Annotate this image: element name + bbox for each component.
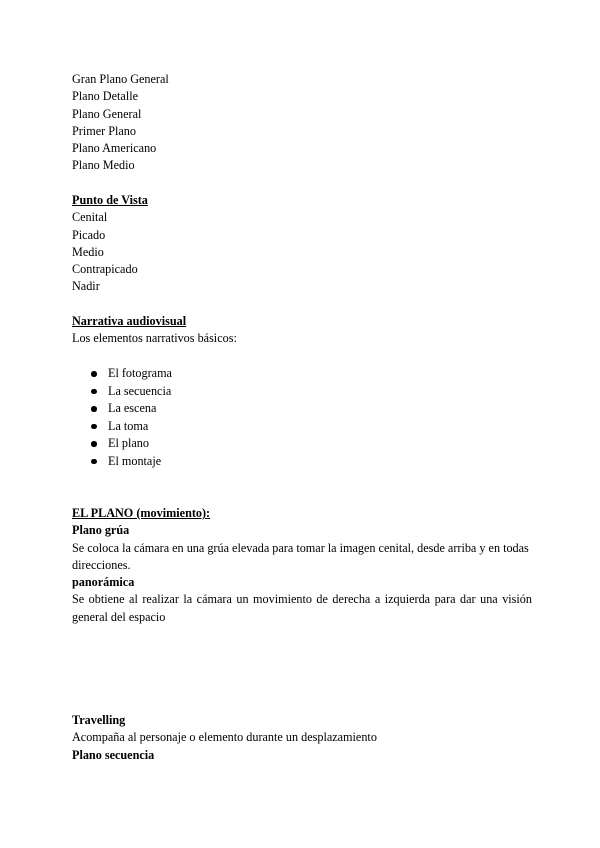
plano-grua-title: Plano grúa — [72, 523, 130, 538]
plano-grua-text: Se coloca la cámara en una grúa elevada para tomar la imagen cenital, desde arriba y en todas direcciones. — [72, 540, 529, 572]
bullet-icon — [91, 441, 97, 447]
list-item — [72, 435, 532, 453]
narrativa-heading: Narrativa audiovisual — [72, 314, 187, 328]
plano-type-item: Plano General — [72, 106, 142, 121]
punto-de-vista-section — [72, 192, 532, 296]
punto-de-vista-item: Medio — [72, 244, 104, 259]
punto-de-vista-item: Picado — [72, 227, 106, 242]
list-item — [72, 365, 532, 383]
list-item-label: La toma — [108, 418, 149, 433]
list-item — [72, 453, 532, 471]
bullet-icon — [91, 406, 97, 412]
bullet-icon — [91, 459, 97, 465]
list-item — [72, 383, 532, 401]
punto-de-vista-item: Nadir — [72, 279, 100, 294]
plano-types-list — [72, 71, 532, 175]
narrativa-bullet-list — [72, 365, 532, 471]
travelling-title: Travelling — [72, 713, 126, 727]
plano-type-item: Plano Americano — [72, 141, 157, 156]
plano-type-item: Plano Medio — [72, 158, 135, 173]
punto-de-vista-item: Contrapicado — [72, 262, 138, 277]
list-item-label: La secuencia — [108, 383, 172, 398]
list-item — [72, 418, 532, 436]
plano-movimiento-section — [72, 505, 532, 626]
travelling-text: Acompaña al personaje o elemento durante un desplazamiento — [72, 730, 377, 745]
narrativa-section — [72, 313, 532, 348]
punto-de-vista-item: Cenital — [72, 210, 108, 225]
bullet-icon — [91, 424, 97, 430]
list-item-label: El plano — [108, 436, 149, 451]
plano-movimiento-heading: EL PLANO (movimiento): — [72, 506, 211, 520]
list-item-label: El montaje — [108, 453, 162, 468]
travelling-section — [72, 712, 532, 764]
bullet-icon — [91, 371, 97, 377]
plano-type-item: Plano Detalle — [72, 89, 138, 104]
panoramica-title: panorámica — [72, 575, 135, 590]
plano-secuencia-title: Plano secuencia — [72, 747, 155, 762]
narrativa-intro: Los elementos narrativos básicos: — [72, 331, 237, 346]
list-item — [72, 400, 532, 418]
bullet-icon — [91, 389, 97, 395]
plano-type-item: Primer Plano — [72, 123, 136, 138]
list-item-label: El fotograma — [108, 366, 172, 380]
list-item-label: La escena — [108, 401, 157, 416]
punto-de-vista-heading: Punto de Vista — [72, 193, 148, 207]
plano-type-item: Gran Plano General — [72, 72, 169, 86]
panoramica-text: Se obtiene al realizar la cámara un movimiento de derecha a izquierda para dar una visión general del espacio — [72, 592, 532, 624]
